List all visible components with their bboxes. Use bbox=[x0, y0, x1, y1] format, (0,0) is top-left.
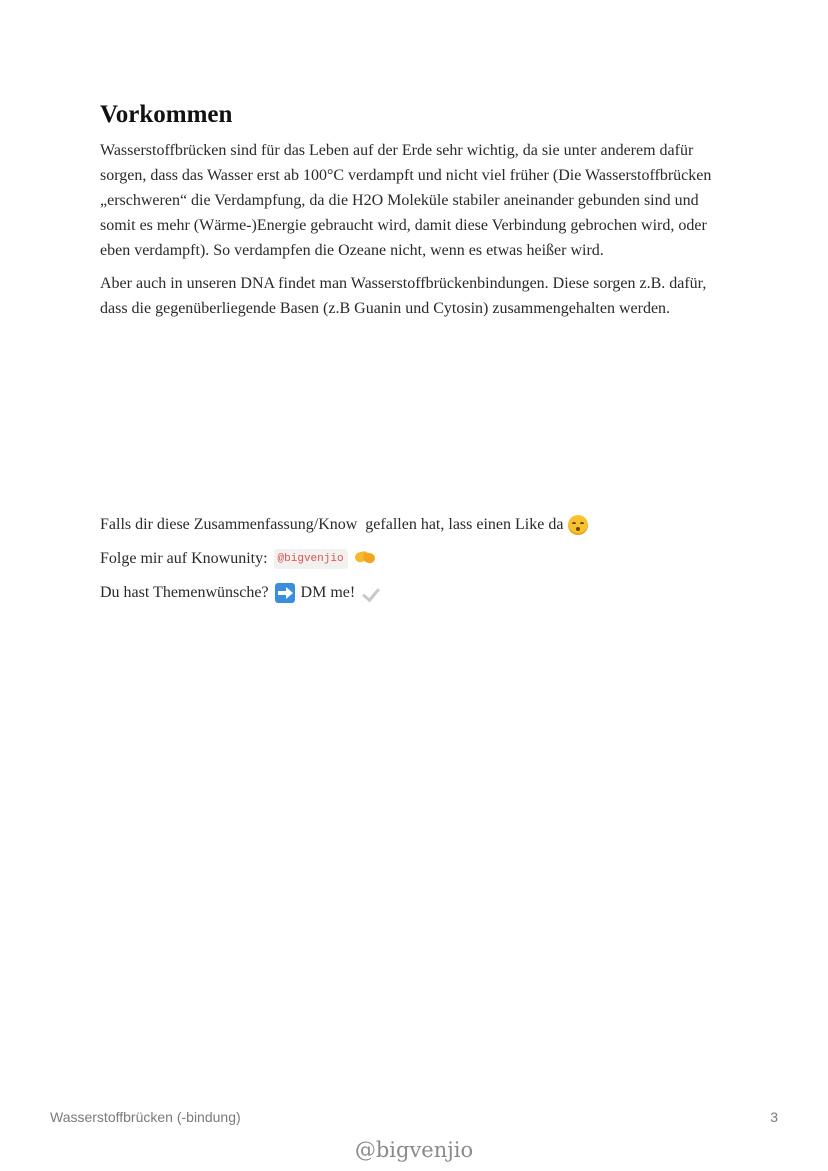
page-number: 3 bbox=[770, 1109, 778, 1125]
like-text: Falls dir diese Zusammenfassung/Know gefallen hat, lass einen Like da bbox=[100, 516, 564, 533]
wish-line bbox=[100, 580, 740, 606]
follow-line bbox=[100, 546, 740, 572]
closing-block bbox=[100, 512, 740, 614]
section-heading: Vorkommen bbox=[100, 101, 233, 128]
handshake-icon bbox=[355, 550, 375, 564]
dm-text: DM me! bbox=[300, 584, 356, 601]
follow-text: Folge mir auf Knowunity: bbox=[100, 550, 268, 567]
footer-title: Wasserstoffbrücken (-bindung) bbox=[50, 1109, 241, 1125]
document-content bbox=[100, 98, 730, 329]
wish-text: Du hast Themenwünsche? bbox=[100, 584, 269, 601]
paragraph-dna: Aber auch in unseren DNA findet man Wasserstoffbrückenbindungen. Diese sorgen z.B. dafür, dass die gegenüberliegende Basen (z.B Guanin und Cytosin) zusammengehalten werden. bbox=[100, 275, 707, 317]
like-line bbox=[100, 512, 740, 538]
follow-handle[interactable]: @bigvenjio bbox=[274, 549, 348, 569]
right-arrow-icon bbox=[275, 583, 295, 603]
kissing-face-icon bbox=[568, 515, 588, 535]
watermark: @bigvenjio bbox=[354, 1138, 474, 1162]
check-mark-icon bbox=[361, 583, 381, 603]
paragraph-water: Wasserstoffbrücken sind für das Leben auf der Erde sehr wichtig, da sie unter anderem dafür sorgen, dass das Wasser erst ab 100°C verdampft und nicht viel früher (Die Wasserstoffbrücken „erschweren“ die Verdampfung, da die H2O Moleküle stabiler aneinander gebunden sind und somit es mehr (Wärme-)Energie gebraucht wird, damit diese Verbindung gebrochen wird, oder eben verdampft). So verdampfen die Ozeane nicht, wenn es etwas heißer wird. bbox=[100, 142, 712, 259]
